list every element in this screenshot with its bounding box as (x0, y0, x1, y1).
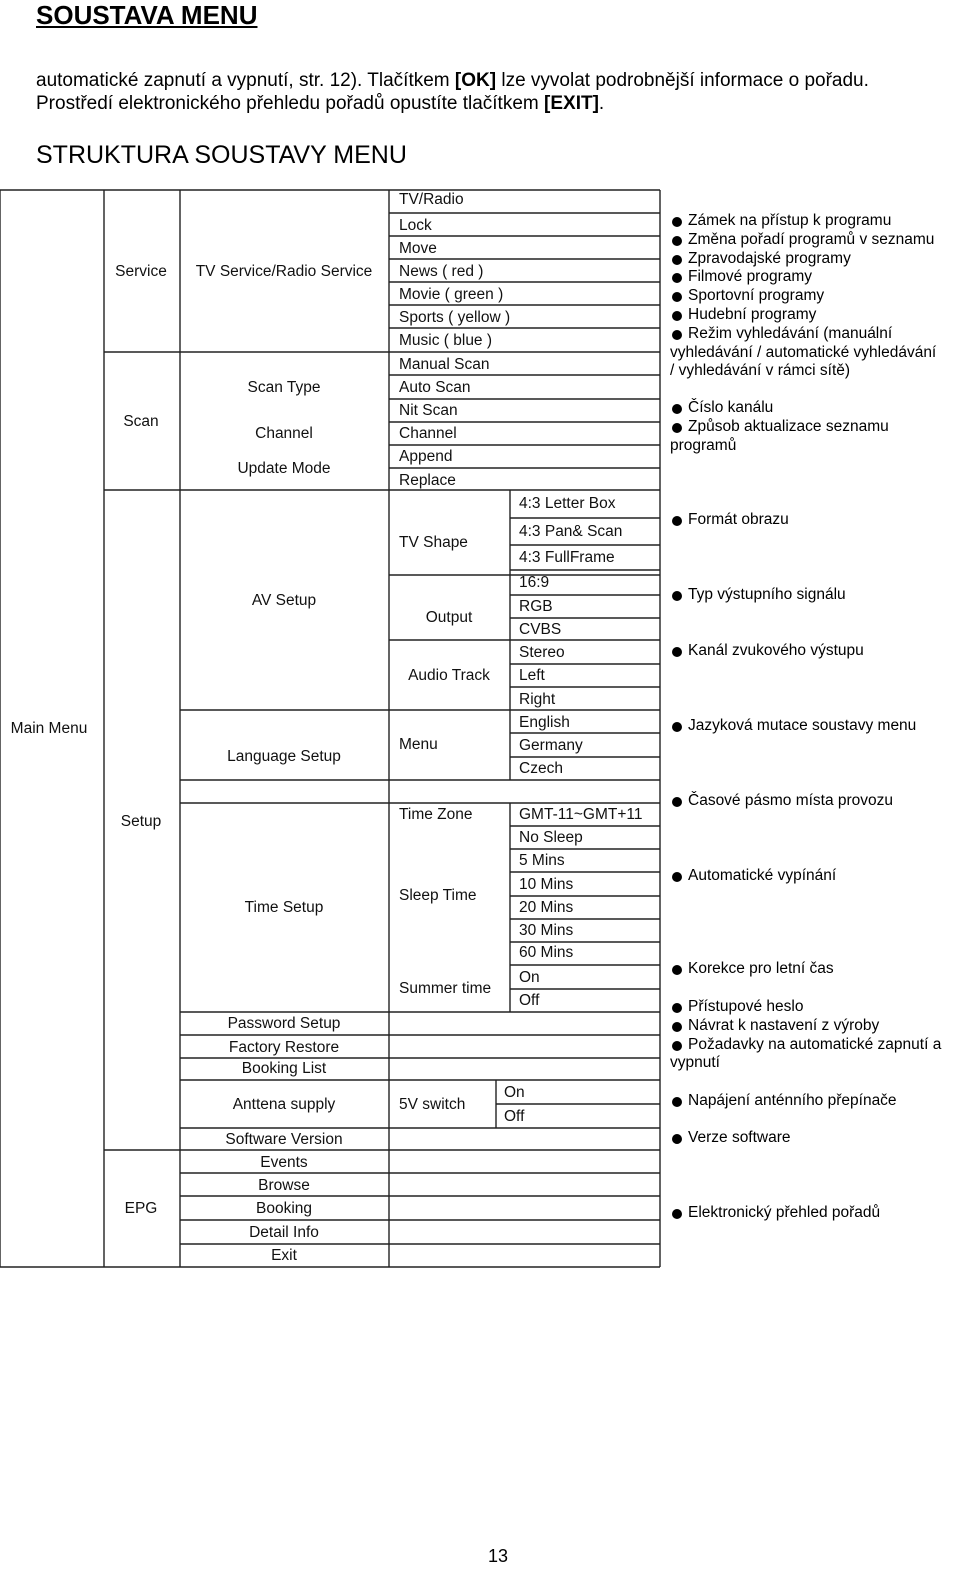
note-block (670, 867, 836, 886)
menu-setup-label: Setup (120, 813, 162, 830)
update-mode-option-label: Replace (399, 472, 456, 489)
note-item (670, 268, 936, 287)
note-text: Časové pásmo místa provozu (688, 792, 894, 809)
exit-key: [EXIT] (544, 93, 599, 114)
av-setup-label: AV Setup (251, 592, 317, 609)
tv-shape-option-label: 4:3 FullFrame (519, 549, 615, 566)
menu-service-label: Service (115, 263, 167, 280)
update-mode-label: Update Mode (237, 460, 331, 477)
bullet-icon (672, 1041, 682, 1051)
service-option-label: TV/Radio (399, 191, 464, 208)
update-mode-option-label: Append (399, 448, 453, 465)
epg-item-label: Detail Info (249, 1224, 319, 1241)
bullet-icon (672, 1022, 682, 1032)
time-zone-label: Time Zone (399, 806, 473, 823)
note-text: Formát obrazu (688, 511, 789, 528)
time-zone-value: GMT-11~GMT+11 (519, 806, 643, 823)
epg-item-label: Browse (258, 1177, 310, 1194)
note-block (670, 998, 941, 1073)
bullet-icon (672, 516, 682, 526)
bullet-icon (672, 722, 682, 732)
bullet-icon (672, 292, 682, 302)
note-item (670, 418, 889, 437)
tv-shape-option-label: 4:3 Letter Box (519, 495, 616, 512)
epg-item-label: Exit (271, 1247, 297, 1264)
intro-text: . (598, 93, 605, 114)
service-option-label: Movie ( green ) (399, 286, 504, 303)
note-text: Elektronický přehled pořadů (688, 1204, 881, 1221)
note-item (670, 1092, 897, 1111)
note-item (670, 1036, 941, 1055)
note-text: Číslo kanálu (688, 399, 774, 416)
sleep-time-option-label: 30 Mins (519, 922, 574, 939)
note-text: Přístupové heslo (688, 998, 804, 1015)
password-setup-label: Password Setup (227, 1015, 341, 1032)
structure-title: STRUKTURA SOUSTAVY MENU (36, 141, 407, 169)
note-block (670, 399, 889, 455)
bullet-icon (672, 255, 682, 265)
service-option-label: Music ( blue ) (399, 332, 493, 349)
switch-5v-label: 5V switch (399, 1096, 466, 1113)
tv-shape-label: TV Shape (399, 534, 468, 551)
note-item (670, 960, 834, 979)
channel-label: Channel (255, 425, 313, 442)
sleep-time-label: Sleep Time (399, 887, 477, 904)
note-text: Hudební programy (688, 305, 817, 323)
intro-text: Prostředí elektronického přehledu pořadů opustíte tlačítkem (36, 93, 545, 114)
note-item (670, 1129, 791, 1148)
audio-track-option-label: Left (519, 667, 545, 684)
note-item (670, 511, 789, 530)
note-item (670, 1017, 941, 1036)
bullet-icon (672, 330, 682, 340)
bullet-icon (672, 872, 682, 882)
bullet-icon (672, 1097, 682, 1107)
note-block (670, 1204, 880, 1223)
main-menu-label: Main Menu (10, 720, 88, 737)
bullet-icon (672, 404, 682, 414)
note-block (670, 960, 834, 979)
page-number: 13 (488, 1546, 509, 1566)
bullet-icon (672, 217, 682, 227)
switch-option-label: On (504, 1084, 525, 1101)
note-block (670, 1129, 791, 1148)
summer-time-option-label: Off (519, 992, 540, 1009)
bullet-icon (672, 647, 682, 657)
note-text: Způsob aktualizace seznamu (688, 417, 889, 435)
scan-type-option-label: Nit Scan (399, 402, 458, 419)
sleep-time-option-label: 60 Mins (519, 944, 574, 961)
output-option-label: RGB (519, 598, 553, 615)
note-item (670, 1204, 880, 1223)
note-text: Změna pořadí programů v seznamu (688, 230, 935, 248)
audio-track-option-label: Right (519, 691, 556, 708)
software-version-label: Software Version (225, 1131, 343, 1148)
scan-type-option-label: Auto Scan (399, 379, 471, 396)
language-setup-label: Language Setup (227, 748, 341, 765)
ok-key: [OK] (454, 70, 497, 91)
epg-item-label: Events (260, 1154, 308, 1171)
intro-text: lze vyvolat podrobnější informace o pořadu. (496, 70, 869, 91)
bullet-icon (672, 797, 682, 807)
intro-text: automatické zapnutí a vypnutí, str. 12). Tlačítkem (36, 70, 455, 91)
note-item (670, 998, 941, 1017)
bullet-icon (672, 965, 682, 975)
factory-restore-label: Factory Restore (228, 1039, 340, 1056)
scan-type-option-label: Manual Scan (399, 356, 490, 373)
note-text: Korekce pro letní čas (688, 960, 834, 977)
output-label: Output (425, 609, 473, 626)
bullet-icon (672, 236, 682, 246)
service-option-label: Lock (399, 217, 432, 234)
note-text: Automatické vypínání (688, 867, 837, 884)
note-text: Návrat k nastavení z výroby (688, 1016, 880, 1034)
scan-type-label: Scan Type (247, 379, 321, 396)
audio-track-option-label: Stereo (519, 644, 565, 661)
audio-track-label: Audio Track (408, 667, 490, 684)
note-item (670, 792, 893, 811)
note-item (670, 231, 936, 250)
note-text: Režim vyhledávání (manuální (688, 324, 893, 342)
tv-shape-option-label: 16:9 (519, 574, 550, 591)
note-text: Sportovní programy (688, 287, 825, 305)
note-item (670, 642, 864, 661)
note-text: Verze software (688, 1129, 791, 1146)
service-option-label: News ( red ) (399, 263, 484, 280)
sleep-time-option-label: 5 Mins (519, 852, 565, 869)
switch-option-label: Off (504, 1108, 525, 1125)
menu-scan-label: Scan (123, 413, 159, 430)
note-continuation: vypnutí (670, 1054, 720, 1072)
note-text: Kanál zvukového výstupu (688, 642, 864, 659)
sleep-time-option-label: 20 Mins (519, 899, 574, 916)
note-block (670, 642, 864, 661)
summer-time-label: Summer time (399, 980, 492, 997)
antenna-supply-label: Anttena supply (232, 1096, 336, 1113)
note-item (670, 399, 889, 418)
note-continuation: programů (670, 436, 737, 454)
sleep-time-option-label: 10 Mins (519, 876, 574, 893)
language-option-label: Germany (519, 737, 583, 754)
service-option-label: Move (399, 240, 437, 257)
note-text: Typ výstupního signálu (688, 586, 846, 603)
channel-option-label: Channel (399, 425, 457, 442)
note-block (670, 717, 916, 736)
note-item (670, 287, 936, 306)
bullet-icon (672, 423, 682, 433)
note-item (670, 717, 916, 736)
tv-shape-option-label: 4:3 Pan& Scan (519, 523, 623, 540)
sleep-time-option-label: No Sleep (519, 829, 583, 846)
output-option-label: CVBS (519, 621, 562, 638)
note-text: Zámek na přístup k programu (688, 212, 892, 229)
note-block (670, 792, 893, 811)
note-continuation: / vyhledávání v rámci sítě) (670, 362, 851, 380)
bullet-icon (672, 273, 682, 283)
note-item (670, 867, 836, 886)
note-block (670, 511, 789, 530)
note-item (670, 586, 846, 605)
note-item (670, 306, 936, 325)
section-heading: SOUSTAVA MENU (36, 0, 258, 30)
note-item (670, 325, 936, 344)
note-text: Napájení anténního přepínače (688, 1092, 897, 1109)
service-item-label: TV Service/Radio Service (195, 263, 373, 280)
note-item (670, 250, 936, 269)
note-text: Požadavky na automatické zapnutí a (688, 1035, 942, 1053)
time-setup-label: Time Setup (244, 899, 324, 916)
summer-time-option-label: On (519, 969, 540, 986)
note-item (670, 212, 936, 231)
note-block (670, 1092, 897, 1111)
note-text: Zpravodajské programy (688, 249, 851, 267)
note-text: Jazyková mutace soustavy menu (688, 717, 917, 734)
language-option-label: English (519, 714, 570, 731)
booking-list-label: Booking List (241, 1060, 327, 1077)
service-option-label: Sports ( yellow ) (399, 309, 511, 326)
bullet-icon (672, 1134, 682, 1144)
note-text: Filmové programy (688, 268, 813, 286)
epg-item-label: Booking (255, 1200, 313, 1217)
bullet-icon (672, 1209, 682, 1219)
bullet-icon (672, 591, 682, 601)
note-block (670, 212, 936, 381)
note-block (670, 586, 846, 605)
menu-language-label: Menu (399, 736, 438, 753)
bullet-icon (672, 1003, 682, 1013)
bullet-icon (672, 311, 682, 321)
note-continuation: vyhledávání / automatické vyhledávání (670, 343, 937, 361)
menu-epg-label: EPG (124, 1200, 158, 1217)
language-option-label: Czech (519, 760, 563, 777)
